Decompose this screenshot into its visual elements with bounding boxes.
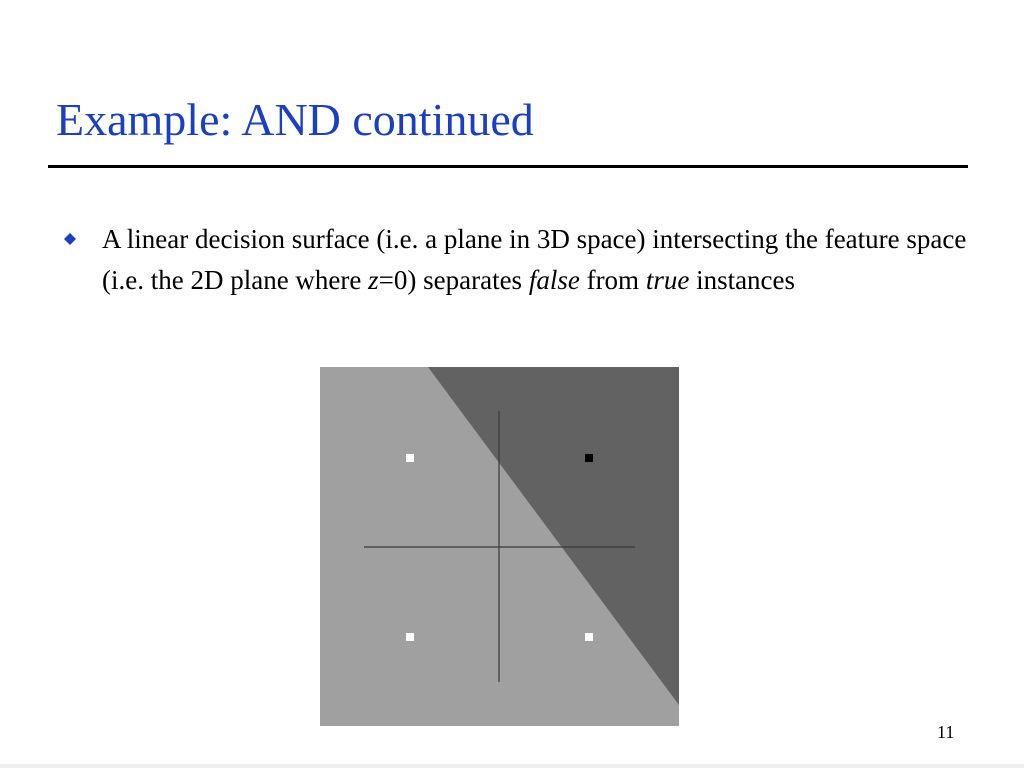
- bullet-text-segment: A linear decision surface (i.e. a plane in 3D space) intersecting the feature space (i.e. the 2D plane where: [102, 224, 967, 295]
- slide-title: Example: AND continued: [56, 94, 534, 145]
- bullet-text-italic: z: [368, 265, 379, 295]
- bullet-text-segment: from: [579, 265, 646, 295]
- bottom-band: [0, 764, 1024, 768]
- title-divider: [48, 165, 968, 168]
- page-number: 11: [937, 722, 955, 742]
- false-instance-point: [585, 633, 593, 641]
- true-instance-point: [585, 454, 593, 462]
- bullet-text-segment: =0) separates: [378, 265, 529, 295]
- decision-surface-figure: [320, 367, 679, 726]
- diamond-bullet-icon: [64, 233, 76, 245]
- bullet-text-segment: instances: [689, 265, 796, 295]
- bullet-text-italic: false: [528, 265, 580, 295]
- bullet-text: [102, 219, 982, 301]
- false-instance-point: [406, 633, 414, 641]
- bullet-text-italic: true: [645, 265, 690, 295]
- false-instance-point: [406, 454, 414, 462]
